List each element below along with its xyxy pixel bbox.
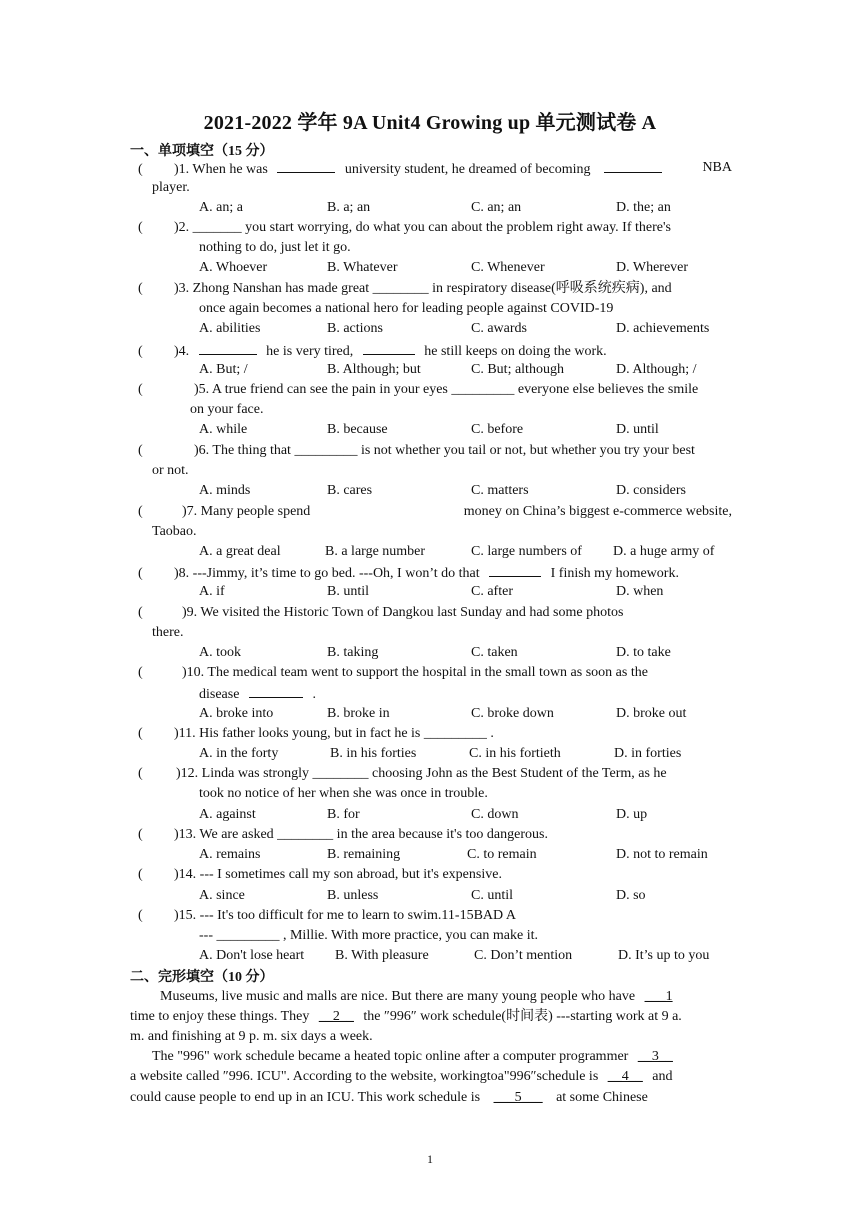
option-a[interactable]: A. took xyxy=(199,645,241,660)
answer-paren: ( xyxy=(138,566,143,581)
question-text-cont: took no notice of her when she was once in trouble. xyxy=(199,786,488,801)
question-text: )15. --- It's too difficult for me to learn to swim.11-15BAD A xyxy=(174,908,516,923)
page-number: 1 xyxy=(427,1152,433,1166)
question-text-cont: nothing to do, just let it go. xyxy=(199,240,351,255)
question-text: )10. The medical team went to support the hospital in the small town as soon as the xyxy=(182,665,648,680)
option-b[interactable]: B. remaining xyxy=(327,847,401,862)
question-text: )13. We are asked ________ in the area because it's too dangerous. xyxy=(174,827,548,842)
option-b[interactable]: B. for xyxy=(327,807,360,822)
option-d[interactable]: D. in forties xyxy=(614,746,682,761)
question-text: disease xyxy=(199,687,240,702)
question-text-cont: there. xyxy=(152,625,184,640)
question-text: )5. A true friend can see the pain in your eyes _________ everyone else believes the smile xyxy=(194,382,699,397)
cloze-line: m. and finishing at 9 p. m. six days a week. xyxy=(130,1029,373,1044)
option-a[interactable]: A. against xyxy=(199,807,256,822)
question-9 xyxy=(138,603,732,623)
cloze-text: the ″996″ work schedule(时间表) ---starting work at 9 a. xyxy=(363,1009,682,1024)
question-1 xyxy=(138,158,732,180)
option-d[interactable]: D. the; an xyxy=(616,200,671,215)
question-11 xyxy=(138,724,732,744)
question-text: )12. Linda was strongly ________ choosing John as the Best Student of the Term, as he xyxy=(176,766,667,781)
question-text: I finish my homework. xyxy=(550,566,679,581)
question-8 xyxy=(138,562,732,584)
option-a[interactable]: A. Whoever xyxy=(199,260,268,275)
question-text: )3. Zhong Nanshan has made great ________ in respiratory disease(呼吸系统疾病), and xyxy=(174,281,672,296)
question-text: )14. --- I sometimes call my son abroad, but it's expensive. xyxy=(174,867,502,882)
options-row xyxy=(199,420,759,440)
answer-paren: ( xyxy=(138,281,143,296)
option-c[interactable]: C. matters xyxy=(471,483,529,498)
section-heading-cloze: 二、完形填空（10 分） xyxy=(130,970,274,985)
option-d[interactable]: D. Although; / xyxy=(616,362,697,377)
question-text-cont xyxy=(199,683,799,705)
answer-paren: ( xyxy=(138,908,143,923)
answer-paren: ( xyxy=(138,382,143,397)
question-text: university student, he dreamed of becoming xyxy=(344,162,591,177)
cloze-text: at some Chinese xyxy=(556,1090,648,1105)
option-a[interactable]: A. broke into xyxy=(199,706,274,721)
cloze-text: could cause people to end up in an ICU. This work schedule is xyxy=(130,1090,481,1105)
option-d[interactable]: D. when xyxy=(616,584,664,599)
option-a[interactable]: A. in the forty xyxy=(199,746,279,761)
options-row xyxy=(199,744,759,764)
question-text-cont: player. xyxy=(152,180,190,195)
cloze-line xyxy=(130,1007,731,1027)
option-b[interactable]: B. broke in xyxy=(327,706,390,721)
option-c[interactable]: C. to remain xyxy=(467,847,537,862)
option-d[interactable]: D. to take xyxy=(616,645,671,660)
blank xyxy=(249,683,303,698)
option-c[interactable]: C. down xyxy=(471,807,519,822)
section-heading-single-choice: 一、单项填空（15 分） xyxy=(130,144,274,159)
option-b[interactable]: B. because xyxy=(327,422,388,437)
option-b[interactable]: B. Whatever xyxy=(327,260,398,275)
answer-paren: ( xyxy=(138,605,143,620)
option-d[interactable]: D. not to remain xyxy=(616,847,708,862)
option-a[interactable]: A. minds xyxy=(199,483,251,498)
answer-paren: ( xyxy=(138,220,143,235)
option-c[interactable]: C. before xyxy=(471,422,524,437)
options-row xyxy=(199,582,759,602)
option-d[interactable]: D. considers xyxy=(616,483,686,498)
option-d[interactable]: D. It’s up to you xyxy=(618,948,710,963)
option-c[interactable]: C. Don’t mention xyxy=(474,948,573,963)
cloze-text: a website called ″996. ICU". According to the website, workingtoa"996″schedule is xyxy=(130,1069,599,1084)
option-c[interactable]: C. But; although xyxy=(471,362,564,377)
question-text: . xyxy=(312,687,316,702)
question-text: )1. When he was xyxy=(174,162,268,177)
option-c[interactable]: C. until xyxy=(471,888,514,903)
option-b[interactable]: B. With pleasure xyxy=(335,948,429,963)
cloze-line xyxy=(130,987,731,1007)
question-text: NBA xyxy=(702,160,732,175)
option-c[interactable]: C. large numbers of xyxy=(471,544,582,559)
question-13 xyxy=(138,825,732,845)
options-row xyxy=(199,360,759,380)
options-row xyxy=(199,704,759,724)
option-a[interactable]: A. an; a xyxy=(199,200,243,215)
question-text-cont: or not. xyxy=(152,463,189,478)
answer-paren: ( xyxy=(138,726,143,741)
option-a[interactable]: A. a great deal xyxy=(199,544,281,559)
question-text-cont: once again becomes a national hero for leading people against COVID-19 xyxy=(199,301,614,316)
question-text: money on China’s biggest e-commerce website, xyxy=(463,504,732,519)
question-text-cont: Taobao. xyxy=(152,524,197,539)
question-15 xyxy=(138,906,732,926)
question-text: )6. The thing that _________ is not whether you tail or not, but whether you try your best xyxy=(194,443,695,458)
options-row xyxy=(199,319,759,339)
blank xyxy=(199,340,257,355)
question-2 xyxy=(138,218,732,238)
blank xyxy=(604,158,662,173)
answer-paren: ( xyxy=(138,504,143,519)
option-c[interactable]: C. Whenever xyxy=(471,260,545,275)
options-row xyxy=(199,886,759,906)
cloze-line xyxy=(130,1088,731,1108)
option-b[interactable]: B. in his forties xyxy=(330,746,417,761)
option-d[interactable]: D. so xyxy=(616,888,646,903)
answer-paren: ( xyxy=(138,344,143,359)
cloze-blank-2: __2__ xyxy=(318,1009,354,1024)
cloze-blank-4: __4__ xyxy=(607,1069,643,1084)
question-text: he still keeps on doing the work. xyxy=(424,344,607,359)
option-c[interactable]: C. an; an xyxy=(471,200,522,215)
question-5 xyxy=(138,380,732,400)
option-b[interactable]: B. unless xyxy=(327,888,379,903)
cloze-blank-3: __3__ xyxy=(637,1049,673,1064)
question-text: )4. xyxy=(174,344,190,359)
cloze-blank-1: ___1 xyxy=(644,989,673,1004)
option-b[interactable]: B. cares xyxy=(327,483,373,498)
question-text: )8. ---Jimmy, it’s time to go bed. ---Oh, I won’t do that xyxy=(174,566,480,581)
blank xyxy=(277,158,335,173)
option-d[interactable]: D. a huge army of xyxy=(613,544,715,559)
options-row xyxy=(199,845,759,865)
answer-paren: ( xyxy=(138,443,143,458)
question-text: he is very tired, xyxy=(266,344,354,359)
options-row xyxy=(199,258,759,278)
answer-paren: ( xyxy=(138,162,143,177)
option-a[interactable]: A. while xyxy=(199,422,248,437)
cloze-text: Museums, live music and malls are nice. But there are many young people who have xyxy=(160,989,636,1004)
question-text: )7. Many people spend xyxy=(182,504,311,519)
question-6 xyxy=(138,441,732,461)
question-text: )11. His father looks young, but in fact he is _________ . xyxy=(174,726,494,741)
option-b[interactable]: B. Although; but xyxy=(327,362,421,377)
answer-paren: ( xyxy=(138,867,143,882)
cloze-text: The "996" work schedule became a heated topic online after a computer programmer xyxy=(152,1049,629,1064)
option-a[interactable]: A. But; / xyxy=(199,362,248,377)
options-row xyxy=(199,481,759,501)
option-c[interactable]: C. after xyxy=(471,584,513,599)
question-10 xyxy=(138,663,732,683)
option-d[interactable]: D. broke out xyxy=(616,706,687,721)
cloze-line xyxy=(130,1047,731,1067)
page-title: 2021-2022 学年 9A Unit4 Growing up 单元测试卷 A xyxy=(203,112,657,134)
option-a[interactable]: A. since xyxy=(199,888,245,903)
option-c[interactable]: C. awards xyxy=(471,321,527,336)
options-row xyxy=(199,643,759,663)
options-row xyxy=(199,805,759,825)
question-3 xyxy=(138,279,732,299)
option-d[interactable]: D. until xyxy=(616,422,659,437)
cloze-blank-5: ___5___ xyxy=(493,1090,543,1105)
question-14 xyxy=(138,865,732,885)
option-a[interactable]: A. Don't lose heart xyxy=(199,948,305,963)
option-b[interactable]: B. taking xyxy=(327,645,379,660)
option-b[interactable]: B. a; an xyxy=(327,200,371,215)
question-7 xyxy=(138,502,732,522)
question-4 xyxy=(138,340,732,362)
cloze-text: and xyxy=(652,1069,673,1084)
options-row xyxy=(199,946,759,966)
blank xyxy=(489,562,541,577)
cloze-line xyxy=(130,1067,731,1087)
option-b[interactable]: B. a large number xyxy=(325,544,426,559)
answer-paren: ( xyxy=(138,827,143,842)
question-text: )2. _______ you start worrying, do what you can about the problem right away. If there's xyxy=(174,220,671,235)
cloze-text: time to enjoy these things. They xyxy=(130,1009,310,1024)
options-row xyxy=(199,542,759,562)
option-c[interactable]: C. in his fortieth xyxy=(469,746,561,761)
option-d[interactable]: D. up xyxy=(616,807,648,822)
option-c[interactable]: C. taken xyxy=(471,645,518,660)
option-b[interactable]: B. actions xyxy=(327,321,383,336)
blank xyxy=(363,340,415,355)
answer-paren: ( xyxy=(138,665,143,680)
options-row xyxy=(199,198,759,218)
option-d[interactable]: D. Wherever xyxy=(616,260,689,275)
option-b[interactable]: B. until xyxy=(327,584,370,599)
option-a[interactable]: A. abilities xyxy=(199,321,261,336)
option-c[interactable]: C. broke down xyxy=(471,706,554,721)
option-d[interactable]: D. achievements xyxy=(616,321,710,336)
question-text: )9. We visited the Historic Town of Dangkou last Sunday and had some photos xyxy=(182,605,624,620)
option-a[interactable]: A. remains xyxy=(199,847,261,862)
question-12 xyxy=(138,764,732,784)
option-a[interactable]: A. if xyxy=(199,584,225,599)
question-text-cont: --- _________ , Millie. With more practice, you can make it. xyxy=(199,928,538,943)
question-text-cont: on your face. xyxy=(190,402,264,417)
answer-paren: ( xyxy=(138,766,143,781)
